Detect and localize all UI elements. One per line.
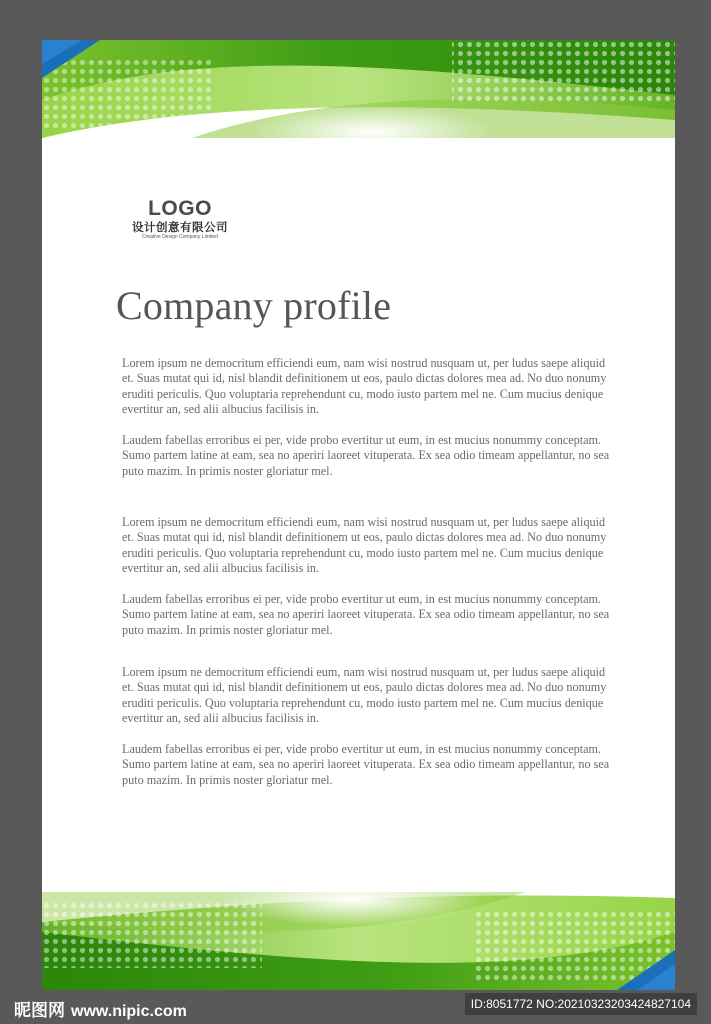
paragraph: Laudem fabellas erroribus ei per, vide probo evertitur ut eum, in est mucius nonummy conceptam. Sumo partem latine at eam, sea no aperiri laoreet vituperata. Ex sea odio timeam appellantur, no sea puto mazim. In primis noster gloriatur mel. (122, 592, 610, 637)
top-wave-graphic (42, 40, 675, 138)
company-name-chinese: 设计创意有限公司 (132, 220, 228, 234)
watermark-url: www.nipic.com (71, 1003, 187, 1020)
paragraph: Laudem fabellas erroribus ei per, vide probo evertitur ut eum, in est mucius nonummy conceptam. Sumo partem latine at eam, sea no aperiri laoreet vituperata. Ex sea odio timeam appellantur, no sea puto mazim. In primis noster gloriatur mel. (122, 433, 610, 478)
text-section-2 (122, 515, 612, 638)
watermark-image-id: ID:8051772 NO:20210323203424827104 (465, 993, 697, 1015)
bottom-wave-graphic (42, 892, 675, 990)
top-green-banner (42, 40, 675, 138)
company-logo (120, 198, 240, 241)
watermark-bar (0, 990, 711, 1024)
page-title: Company profile (116, 283, 392, 328)
bottom-green-banner (42, 892, 675, 990)
paragraph: Lorem ipsum ne democritum efficiendi eum, nam wisi nostrud nusquam ut, per ludus saepe aliquid et. Suas mutat qui id, nisl blandit definitionem ut eos, paulo dictas dolores mea ad. No duo nonumy eruditi periculis. Quo voluptaria reprehendunt cu, modo iusto partem mel ne. Cum mucius denique evertitur an, sed alii albucius facilisis in. (122, 515, 607, 576)
watermark-brand (14, 996, 187, 1021)
text-section-1 (122, 356, 612, 479)
company-name-english: Creative Design Company Limited (142, 234, 218, 240)
paragraph: Lorem ipsum ne democritum efficiendi eum, nam wisi nostrud nusquam ut, per ludus saepe aliquid et. Suas mutat qui id, nisl blandit definitionem ut eos, paulo dictas dolores mea ad. No duo nonumy eruditi periculis. Quo voluptaria reprehendunt cu, modo iusto partem mel ne. Cum mucius denique evertitur an, sed alii albucius facilisis in. (122, 356, 607, 417)
watermark-site-name: 昵图网 (14, 1001, 65, 1021)
logo-wordmark: LOGO (148, 197, 212, 220)
paragraph: Lorem ipsum ne democritum efficiendi eum, nam wisi nostrud nusquam ut, per ludus saepe aliquid et. Suas mutat qui id, nisl blandit definitionem ut eos, paulo dictas dolores mea ad. No duo nonumy eruditi periculis. Quo voluptaria reprehendunt cu, modo iusto partem mel ne. Cum mucius denique evertitur an, sed alii albucius facilisis in. (122, 665, 607, 726)
paragraph: Laudem fabellas erroribus ei per, vide probo evertitur ut eum, in est mucius nonummy conceptam. Sumo partem latine at eam, sea no aperiri laoreet vituperata. Ex sea odio timeam appellantur, no sea puto mazim. In primis noster gloriatur mel. (122, 742, 610, 787)
letterhead-page (42, 40, 675, 990)
text-section-3 (122, 665, 612, 788)
